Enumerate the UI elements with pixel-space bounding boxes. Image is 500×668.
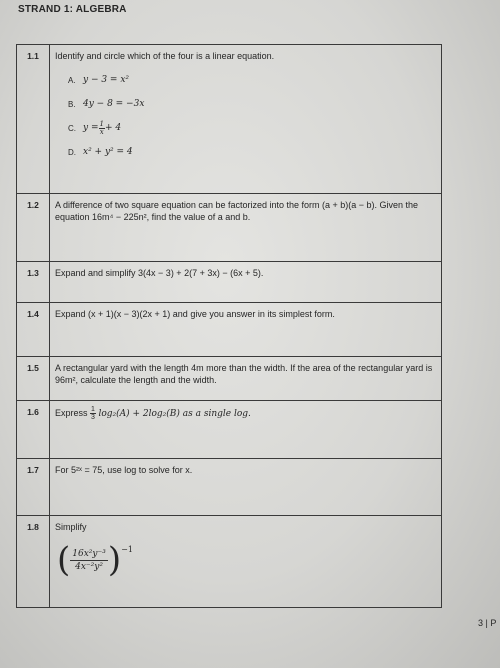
- fraction-numerator: 1: [91, 406, 95, 413]
- question-body: [50, 194, 442, 262]
- option-expression: x² + y² = 4: [83, 147, 133, 157]
- expression-numerator: 16x²y⁻³: [72, 548, 106, 559]
- question-text: Identify and circle which of the four is a linear equation.: [55, 51, 275, 61]
- expression-fraction: [70, 549, 108, 572]
- expression-exponent: −1: [121, 545, 133, 554]
- question-row: [17, 516, 442, 608]
- question-body: [50, 401, 442, 459]
- question-text: A difference of two square equation can be factorized into the form (a + b)(a − b). Given the equation 16m⁴ − 225n², find the value of a and b.: [55, 200, 419, 222]
- question-text-pre: Express: [55, 407, 91, 418]
- option-list: [68, 68, 436, 164]
- question-body: [50, 262, 442, 303]
- left-paren: (: [57, 540, 71, 580]
- question-text: For 5²ˣ = 75, use log to solve for x.: [55, 465, 193, 475]
- option-letter: C.: [68, 123, 76, 133]
- option-expression: y − 3 = x²: [83, 75, 130, 85]
- fraction-denominator: 3: [91, 414, 95, 421]
- option-expression: 4y − 8 = −3x: [83, 99, 145, 109]
- option-expression-post: + 4: [104, 123, 122, 133]
- question-row: [17, 357, 442, 401]
- question-text-post: log₂(A) + 2log₂(B) as a single log.: [98, 408, 251, 419]
- page-number: 3 | P: [478, 618, 497, 628]
- right-paren: ): [107, 540, 122, 580]
- simplify-expression: [57, 540, 436, 580]
- question-number: 1.5: [17, 357, 50, 401]
- question-number: 1.7: [17, 459, 50, 516]
- question-number: 1.4: [17, 303, 50, 357]
- question-number: 1.6: [17, 401, 50, 459]
- question-body: [50, 45, 442, 194]
- question-body: [50, 459, 442, 516]
- question-row: [17, 303, 442, 357]
- option-letter: B.: [68, 99, 76, 109]
- question-row: [17, 459, 442, 516]
- expression-denominator: 4x⁻²y²: [75, 561, 103, 572]
- question-text: Expand (x + 1)(x − 3)(2x + 1) and give you answer in its simplest form.: [55, 309, 335, 319]
- question-body: [50, 357, 442, 401]
- option-d[interactable]: [68, 140, 436, 164]
- option-b[interactable]: [68, 92, 436, 116]
- question-number: 1.2: [17, 194, 50, 262]
- question-text: A rectangular yard with the length 4m more than the width. If the area of the rectangular yard is 96m², calculate the length and the width.: [55, 363, 433, 385]
- question-table: [16, 44, 442, 608]
- question-fraction: [90, 406, 96, 421]
- option-a[interactable]: [68, 68, 436, 92]
- question-number: 1.1: [17, 45, 50, 194]
- question-row: [17, 194, 442, 262]
- question-text: Simplify: [55, 522, 87, 532]
- question-text: Expand and simplify 3(4x − 3) + 2(7 + 3x) − (6x + 5).: [55, 268, 264, 278]
- question-body: [50, 516, 442, 608]
- question-number: 1.3: [17, 262, 50, 303]
- option-letter: D.: [68, 147, 76, 157]
- strand-heading: STRAND 1: ALGEBRA: [18, 4, 127, 15]
- fraction-denominator: x: [99, 127, 104, 136]
- fraction-numerator: 1: [99, 119, 104, 128]
- question-row: [17, 401, 442, 459]
- question-row: [17, 262, 442, 303]
- option-letter: A.: [68, 75, 76, 85]
- question-number: 1.8: [17, 516, 50, 608]
- option-expression-pre: y =: [83, 123, 99, 133]
- question-body: [50, 303, 442, 357]
- question-row: [17, 45, 442, 194]
- option-c[interactable]: [68, 116, 436, 140]
- question-text: [55, 406, 436, 421]
